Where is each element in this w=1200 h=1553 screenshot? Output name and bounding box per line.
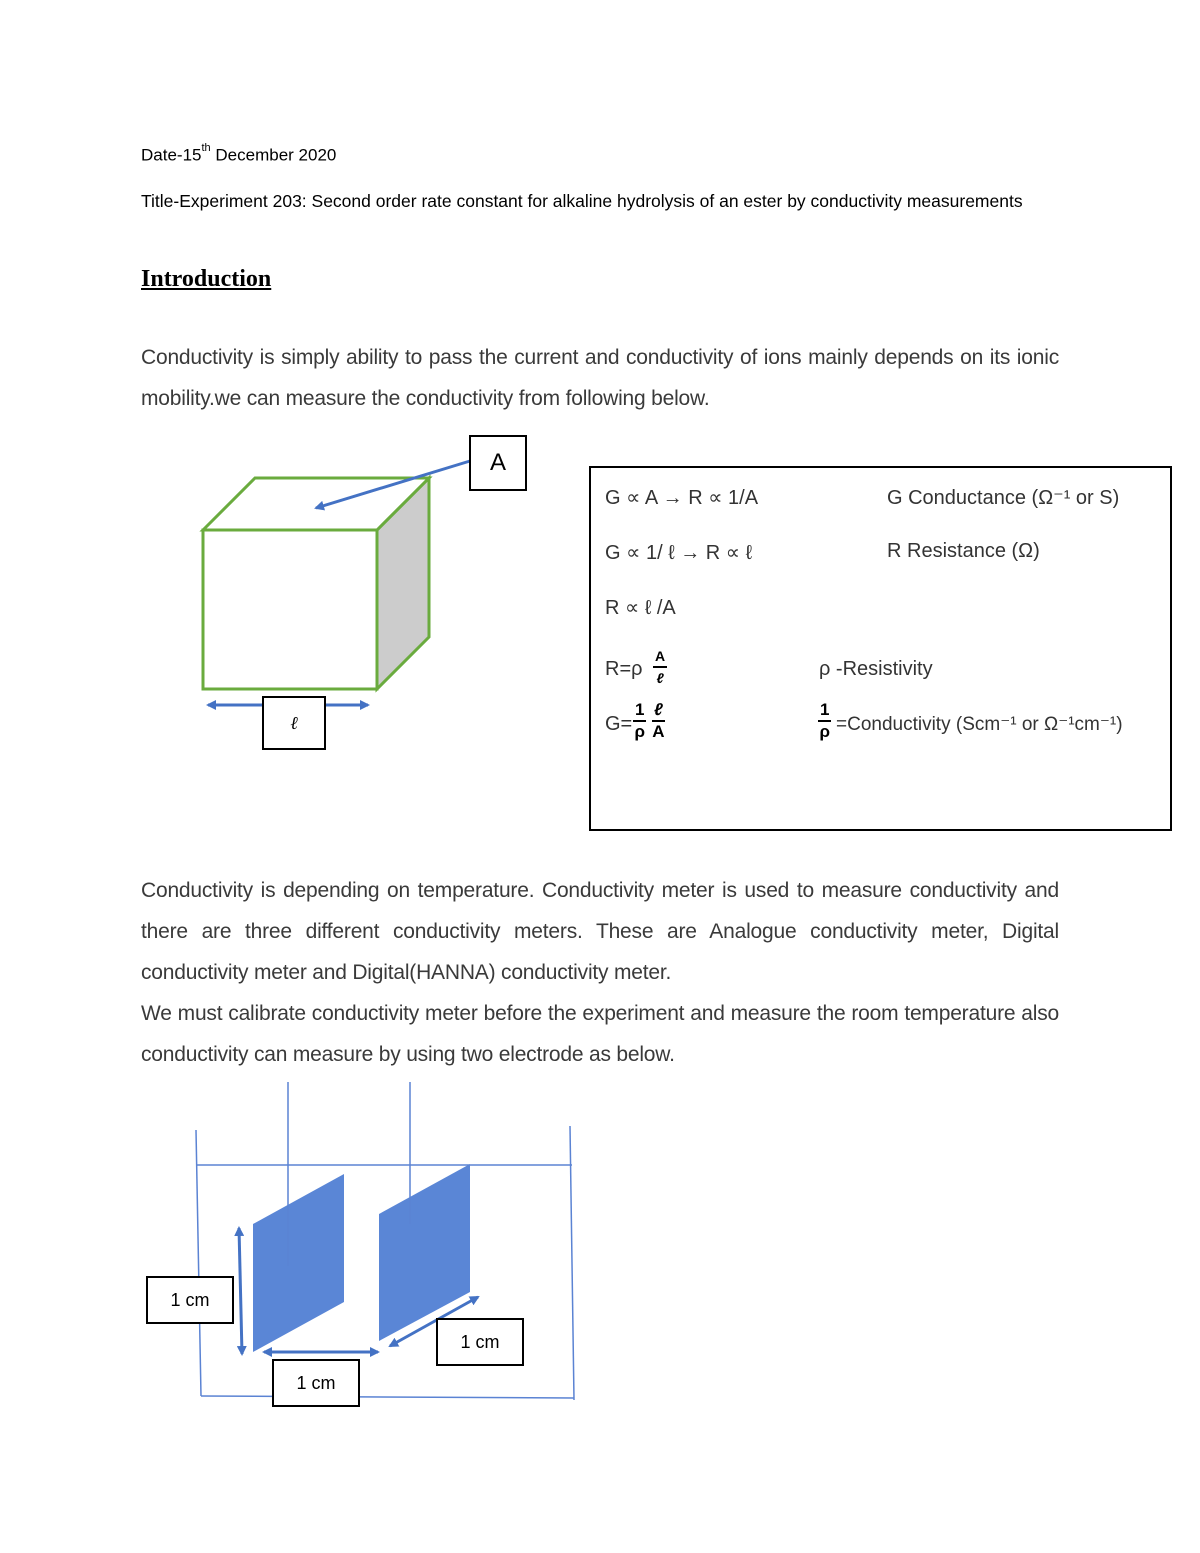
area-label-box: A (469, 435, 527, 491)
paragraph-meters: Conductivity is depending on temperature. Conductivity meter is used to measure conductivity and there are three different conductivity meters. These are Analogue conductivity meter, Digital conductivity meter and Digital(HANNA) conductivity meter. (141, 879, 1059, 984)
vessel-left-wall (196, 1130, 201, 1396)
formula-resistance-ratio: R ∝ ℓ /A (605, 597, 676, 619)
resistivity-definition: ρ -Resistivity (819, 658, 933, 680)
length-label-box: ℓ (262, 696, 326, 750)
conductance-definition: G Conductance (Ω⁻¹ or S) (887, 487, 1120, 509)
date-line: Date-15th December 2020 (141, 142, 337, 165)
conductivity-definition: =Conductivity (Scm⁻¹ or Ω⁻¹cm⁻¹) (836, 714, 1123, 735)
fraction-area-over-length: A ℓ (655, 648, 666, 686)
fraction-one-over-rho: $\frac{1}{\rho}$ (634, 700, 645, 741)
electrode-plate-left (253, 1174, 344, 1352)
formula-conductance-lhs: G= (605, 713, 633, 735)
formula-box (589, 466, 1172, 831)
document-title: Title-Experiment 203: Second order rate constant for alkaline hydrolysis of an ester by conductivity measurements (141, 191, 1023, 211)
cube-front-face (203, 530, 377, 689)
paragraph-intro: Conductivity is simply ability to pass the current and conductivity of ions mainly depends on its ionic mobility.we can measure the conductivity from following below. (141, 346, 1059, 410)
formula-resistivity-lhs: R=ρ (605, 658, 643, 680)
width-label-box: 1 cm (272, 1359, 360, 1407)
vessel-right-wall (570, 1126, 574, 1400)
height-label-box: 1 cm (146, 1276, 234, 1324)
formula-proportional-length: G ∝ 1/ ℓ → R ∝ ℓ (605, 542, 753, 564)
gap-label-box: 1 cm (436, 1318, 524, 1366)
vessel-bottom (201, 1396, 574, 1398)
height-arrow (239, 1228, 242, 1354)
electrode-plate-right (379, 1164, 470, 1341)
section-heading: Introduction (141, 266, 272, 292)
resistance-definition: R Resistance (Ω) (887, 540, 1040, 562)
fraction-conductivity: $\frac{1}{\rho}$ (819, 700, 830, 741)
paragraph-calibration: We must calibrate conductivity meter before the experiment and measure the room temperature also conductivity can measure by using two electrode as below. (141, 1002, 1059, 1066)
fraction-length-over-area: ℓ A (652, 700, 665, 741)
formula-proportional-area: G ∝ A → R ∝ 1/A (605, 487, 759, 509)
